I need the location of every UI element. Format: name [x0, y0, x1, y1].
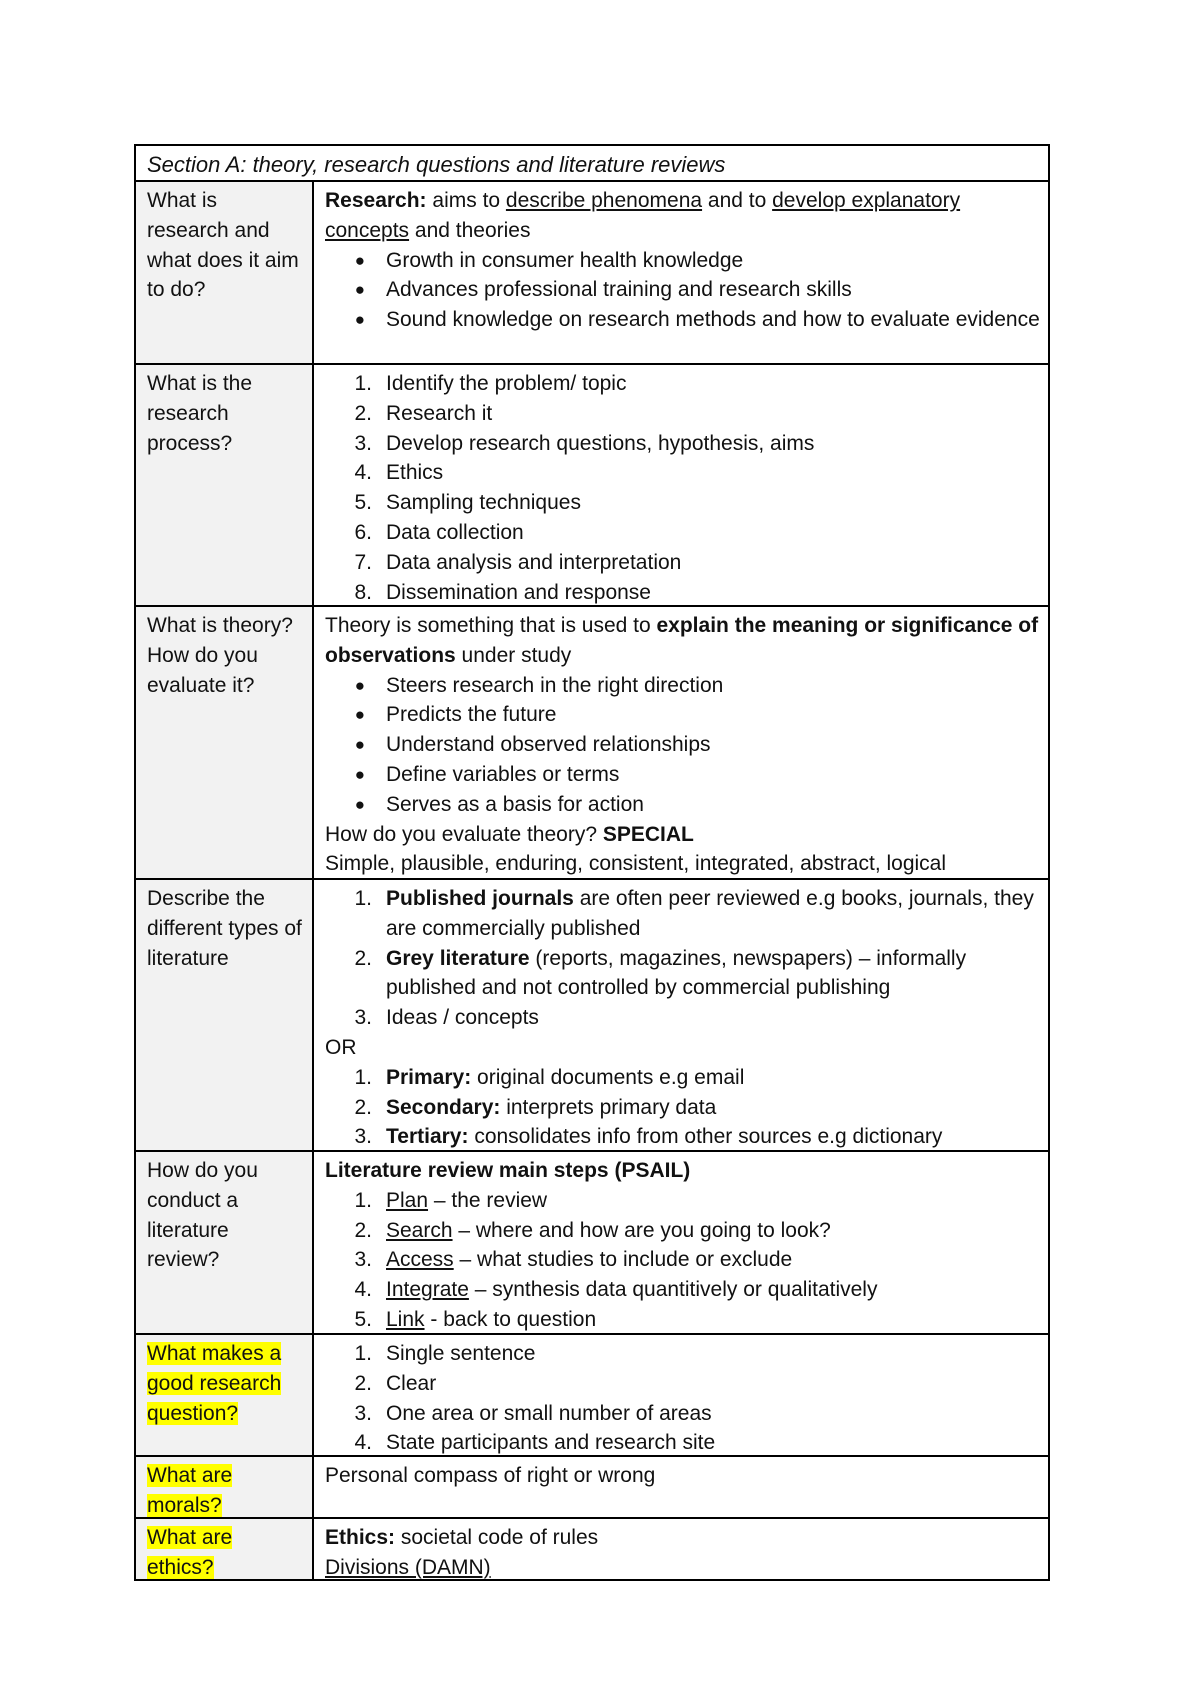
question-text: What makes a good research question?	[147, 1342, 282, 1425]
theory-definition: Theory is something that is used to explain the meaning or significance of observations under study	[325, 614, 1039, 667]
question-text: What are morals?	[147, 1464, 233, 1517]
row-literature-review	[136, 1150, 1048, 1333]
list-item: 2. Grey literature (reports, magazines, newspapers) – informally published and not controlled by commercial publishing	[354, 946, 967, 1000]
section-title: Section A: theory, research questions and literature reviews	[147, 152, 726, 177]
list-item: 2. Research it	[354, 401, 493, 425]
question-cell	[136, 1457, 314, 1517]
list-item: 8. Dissemination and response	[354, 580, 651, 604]
list-item: 4. State participants and research site	[354, 1431, 716, 1455]
list-item: 3. Ideas / concepts	[354, 1006, 539, 1030]
list-item: 1. Single sentence	[354, 1342, 536, 1365]
answer-cell	[314, 1457, 1048, 1517]
bullet-item: ● Define variables or terms	[325, 760, 1040, 790]
bullet-icon: ●	[354, 310, 365, 330]
question-cell	[136, 1152, 314, 1333]
bullet-icon: ●	[354, 794, 365, 814]
bullet-icon: ●	[354, 705, 365, 725]
row-research	[136, 180, 1048, 363]
list-item: 4. Integrate – synthesis data quantitively or qualitatively	[354, 1278, 878, 1302]
row-literature-types	[136, 878, 1048, 1150]
question-cell	[136, 1519, 314, 1579]
list-item: 6. Data collection	[354, 520, 524, 544]
list-item: 5. Sampling techniques	[354, 491, 581, 515]
row-morals	[136, 1455, 1048, 1517]
answer-text: Personal compass of right or wrong	[325, 1464, 656, 1487]
row-theory	[136, 605, 1048, 878]
bullet-item: ● Understand observed relationships	[325, 730, 1040, 760]
list-item: 3. One area or small number of areas	[354, 1401, 712, 1425]
bullet-item: ● Predicts the future	[325, 700, 1040, 730]
bullet-item: ● Growth in consumer health knowledge	[325, 246, 1040, 276]
review-heading: Literature review main steps (PSAIL)	[325, 1159, 691, 1182]
ethics-definition: Ethics: societal code of rules	[325, 1526, 599, 1549]
answer-cell	[314, 1335, 1048, 1455]
bold-term: Research:	[325, 189, 427, 212]
notes-table	[134, 144, 1050, 1581]
question-cell	[136, 1335, 314, 1455]
answer-cell	[314, 365, 1048, 605]
question-text: What is theory? How do you evaluate it?	[147, 614, 293, 697]
list-item: 2. Clear	[354, 1371, 437, 1395]
underlined-term: concepts	[325, 218, 410, 242]
list-item: 1. Identify the problem/ topic	[354, 372, 627, 395]
question-text: What is research and what does it aim to do?	[147, 189, 299, 302]
underlined-term: describe phenomena	[505, 189, 703, 212]
answer-cell	[314, 1152, 1048, 1333]
or-separator: OR	[325, 1035, 357, 1059]
question-cell	[136, 880, 314, 1150]
bullet-icon: ●	[354, 764, 365, 784]
list-item: 2. Secondary: interprets primary data	[354, 1095, 717, 1119]
question-cell	[136, 182, 314, 363]
answer-cell	[314, 182, 1048, 363]
question-text: What are ethics?	[147, 1526, 233, 1579]
question-cell	[136, 607, 314, 878]
row-good-question	[136, 1333, 1048, 1455]
text: and theories	[409, 218, 531, 242]
ethics-divisions: Divisions (DAMN)	[325, 1555, 491, 1579]
list-item: 5. Link - back to question	[354, 1307, 597, 1331]
answer-cell	[314, 1519, 1048, 1579]
bold-term: explain the meaning or significance of observations	[325, 614, 1039, 667]
text: aims to	[426, 189, 506, 212]
list-item: 2. Search – where and how are you going to look?	[354, 1218, 831, 1242]
bullet-icon: ●	[354, 675, 365, 695]
question-text: Describe the different types of literature	[147, 887, 302, 970]
bullet-icon: ●	[354, 280, 365, 300]
list-item: 1. Published journals are often peer reviewed e.g books, journals, they are commercially published	[354, 887, 1034, 940]
question-cell	[136, 365, 314, 605]
answer-cell	[314, 607, 1048, 878]
question-text: What is the research process?	[147, 372, 253, 455]
bullet-item: ● Advances professional training and research skills	[325, 275, 1040, 305]
list-item: 7. Data analysis and interpretation	[354, 550, 682, 574]
answer-cell	[314, 880, 1048, 1150]
text: and to	[702, 189, 773, 212]
list-item: 1. Primary: original documents e.g email	[354, 1065, 745, 1089]
bold-term: SPECIAL	[602, 822, 694, 846]
list-item: 3. Develop research questions, hypothesis, aims	[354, 431, 815, 455]
row-ethics	[136, 1517, 1048, 1579]
list-item: 4. Ethics	[354, 461, 444, 485]
special-words: Simple, plausible, enduring, consistent, integrated, abstract, logical	[325, 852, 947, 876]
bullet-icon: ●	[354, 735, 365, 755]
bullet-item: ● Serves as a basis for action	[325, 790, 1040, 820]
theory-evaluation: How do you evaluate theory? SPECIAL	[325, 822, 694, 846]
research-definition	[325, 186, 1040, 216]
bullet-item: ● Sound knowledge on research methods and how to evaluate evidence	[325, 305, 1040, 335]
row-research-process	[136, 363, 1048, 605]
bullet-icon: ●	[354, 250, 365, 270]
bullet-item: ● Steers research in the right direction	[325, 671, 1040, 701]
research-definition-cont	[325, 216, 1040, 246]
list-item: 3. Access – what studies to include or exclude	[354, 1248, 793, 1272]
list-item: 3. Tertiary: consolidates info from other sources e.g dictionary	[354, 1125, 943, 1149]
question-text: How do you conduct a literature review?	[147, 1159, 258, 1272]
list-item: 1. Plan – the review	[354, 1188, 548, 1212]
underlined-term: develop explanatory	[772, 189, 961, 212]
